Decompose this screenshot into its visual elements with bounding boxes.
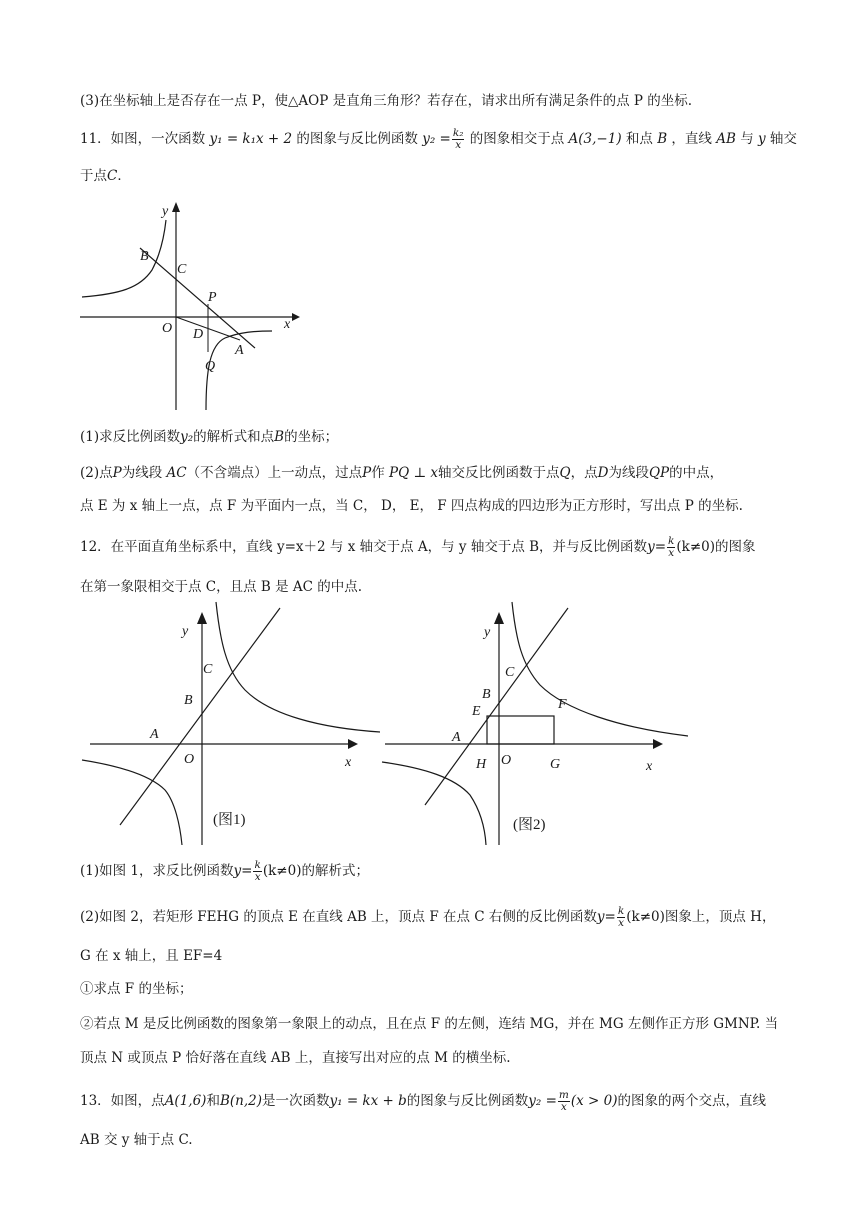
point-h-label: H <box>476 757 487 772</box>
point-c-label: C <box>177 262 187 277</box>
q13-line2: AB 交 y 轴于点 C. <box>80 1132 193 1148</box>
y-axis-label: y <box>484 625 491 640</box>
point-a-label: A <box>235 343 244 358</box>
point-a-label: A <box>150 727 159 742</box>
origin-label: O <box>501 753 512 768</box>
point-b-label: B <box>482 687 491 702</box>
point-d-label: D <box>193 327 204 342</box>
q11-line2: 于点C． <box>80 168 131 184</box>
point-p-label: P <box>208 290 217 305</box>
q12-part1: (1)如图 1，求反比例函数y= $\frac{k}{x}$ (k≠0)的解析式； <box>80 859 369 883</box>
figure-2-caption: (图2) <box>513 817 546 833</box>
y-axis-label: y <box>162 204 169 219</box>
q11-part2-line2: 点 E 为 x 轴上一点，点 F 为平面内一点，当 C， D， E， F 四点构成的四边形为正方形时，写出点 P 的坐标. <box>80 498 743 514</box>
q12-line1: 12．在平面直角坐标系中，直线 y=x＋2 与 x 轴交于点 A，与 y 轴交于点 B，并与反比例函数y= $\frac{k}{x}$ (k≠0)的图象 <box>80 535 756 559</box>
x-axis-label: x <box>284 317 291 332</box>
q12-sub2-line1: ②若点 M 是反比例函数的图象第一象限上的动点，且在点 F 的左侧，连结 MG，并在 MG 左侧作正方形 GMNP. 当 <box>80 1016 779 1032</box>
q12-figure-2 <box>380 600 700 850</box>
point-e-label: E <box>472 704 481 719</box>
x-axis-label: x <box>345 755 352 770</box>
q10-part3: (3)在坐标轴上是否存在一点 P，使△AOP 是直角三角形？若存在，请求出所有满足条件的点 P 的坐标. <box>80 93 693 109</box>
point-a-label: A <box>452 730 461 745</box>
point-q-label: Q <box>205 359 216 374</box>
point-b-label: B <box>140 249 149 264</box>
point-b-label: B <box>184 693 193 708</box>
q12-part2-line1: (2)如图 2，若矩形 FEHG 的顶点 E 在直线 AB 上，顶点 F 在点 C 右侧的反比例函数y= $\frac{k}{x}$ (k≠0)图象上，顶点 H， <box>80 905 776 929</box>
q11-figure <box>80 200 310 415</box>
q11-part2-line1: (2)点P为线段 AC（不含端点）上一动点，过点P作 PQ ⊥ x轴交反比例函数于点Q，点D为线段QP的中点， <box>80 465 724 481</box>
q12-line2: 在第一象限相交于点 C，且点 B 是 AC 的中点. <box>80 579 363 595</box>
q12-sub2-line2: 顶点 N 或顶点 P 恰好落在直线 AB 上，直接写出对应的点 M 的横坐标. <box>80 1050 511 1066</box>
q13-line1: 13．如图，点A(1,6)和B(n,2)是一次函数y₁ = kx + b的图象与反比例函数y₂ = $\frac{m}{x}$ (x > 0)的图象的两个交点，直线 <box>80 1089 767 1113</box>
point-g-label: G <box>550 757 561 772</box>
q11-part1: (1)求反比例函数y₂的解析式和点B的坐标； <box>80 429 339 445</box>
point-f-label: F <box>558 697 567 712</box>
fraction: $\frac{\text{k₂}}{x}$ <box>452 127 464 151</box>
q12-sub1: ①求点 F 的坐标； <box>80 981 193 997</box>
point-c-label: C <box>203 662 213 677</box>
q12-part2-line2: G 在 x 轴上，且 EF=4 <box>80 948 223 964</box>
figure-1-caption: (图1) <box>213 812 246 828</box>
origin-label: O <box>184 752 195 767</box>
q11-line1: 11．如图，一次函数 y₁ = k₁x + 2 的图象与反比例函数 y₂ = $\frac{\text{k₂}}{x}$ 的图象相交于点 A(3,−1) 和点 B ，直线 AB 与 y 轴交 <box>80 127 797 151</box>
y-axis-label: y <box>182 624 189 639</box>
q12-figure-1 <box>80 600 390 850</box>
x-axis-label: x <box>646 759 653 774</box>
point-c-label: C <box>505 665 515 680</box>
origin-label: O <box>162 321 173 336</box>
